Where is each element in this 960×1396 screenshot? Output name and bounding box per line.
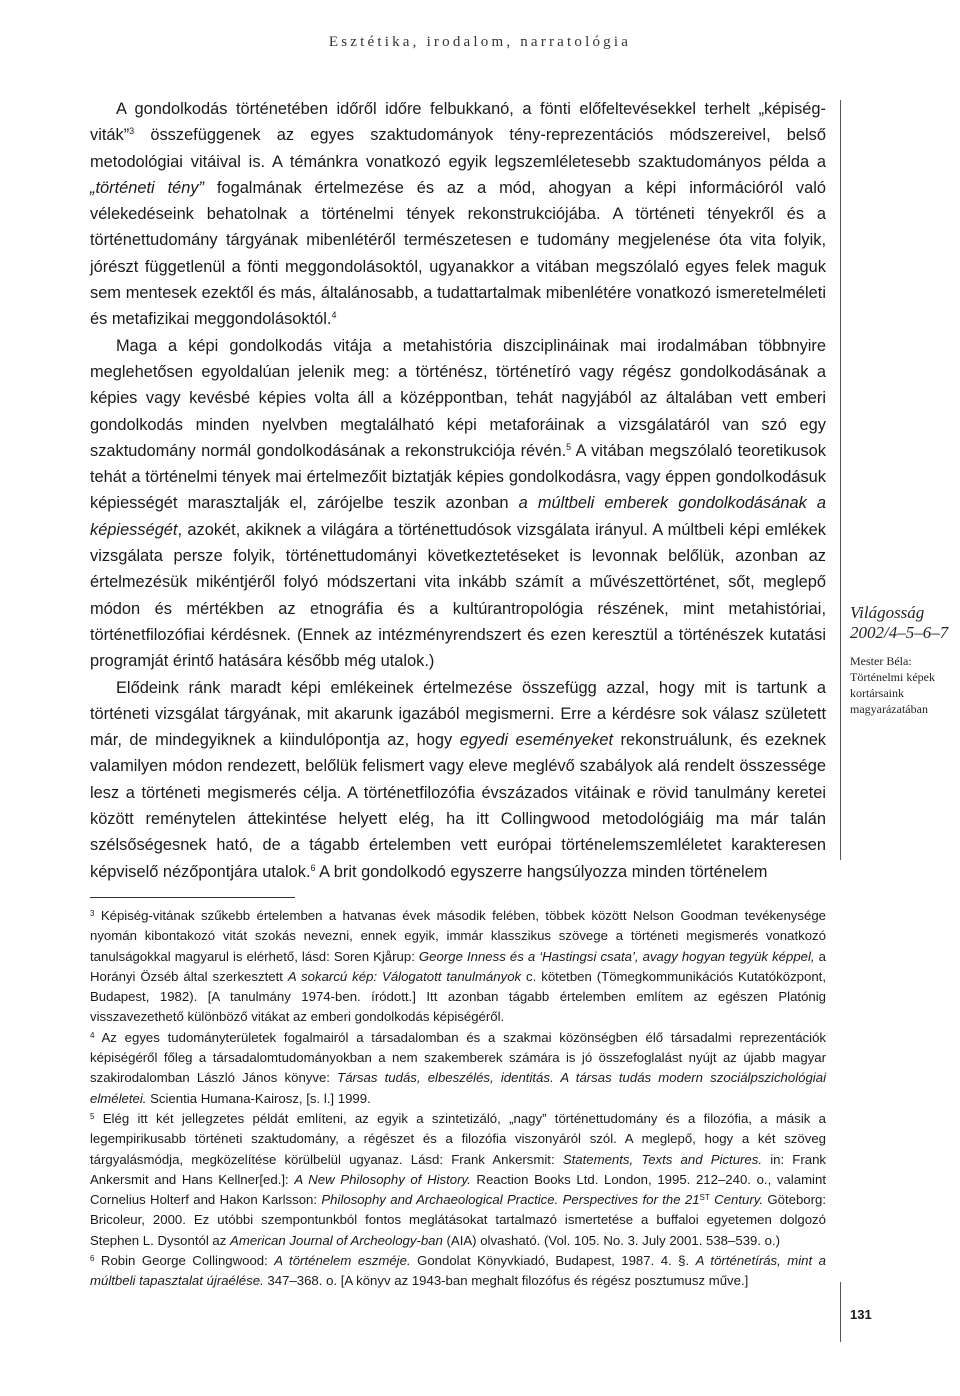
text-run: Scientia Humana-Kairosz, [s. l.] 1999. [146,1090,371,1106]
text-run: 347–368. o. [A könyv az 1943-ban meghalt filozófus és régész posztumusz műve.] [263,1273,749,1289]
margin-sidebar [850,603,960,717]
running-head: Esztétika, irodalom, narratológia [328,34,632,50]
page-number-rule [840,1282,841,1342]
text-run: Reaction Books Ltd. London, 1995. 212–240. o., valamint Cornelius Holterf and Hakon Karlsson: [90,1171,826,1208]
footnote-3 [90,906,826,1028]
italic-run: American Journal of Archeology-ban [230,1232,443,1248]
footnote-number: 4 [90,1030,95,1040]
text-run: rekonstruálunk, és ezeknek valamilyen módon rendezett, belőlük felismert vagy eleve meglévő szabályok alá rendelt összessége lesz a történeti megismerés célja. A történetfilozófia évszázados vitáinak e rövid tanulmány keretei között reménytelen áttekintése helyett elég, ha itt Collingwood metodológiáig ma már talán szélsőségesnek ható, de a tágabb értelemben vett európai történelemszemléletet karakteresen képviselő nézőpontjára utalok. [90,731,827,881]
paragraph-1 [90,96,826,333]
text-run: c. kötetben (Tömegkommunikációs Kutatóközpont, Budapest, 1982). [A tanulmány 1974-ben. íródott.] Itt azonban tágabb értelemben említem az egészen Platónig visszavezethető különböző vitákat az emberi gondolkodás képiségéről. [90,968,826,1025]
footnote-ref-6[interactable]: 6 [310,862,316,873]
text-run: Elég itt két jellegzetes példát említeni, az egyik a szintetizáló, „nagy” történettudomány és a filozófia, a másik a legempirikusabb történeti szaktudomány, a régészet és a filozófia viszonyáról szól. A meglepő, hogy a két szöveg tárgyalásmódja, megközelítése körülbelül ugyanaz. Lásd: Frank Ankersmit: [90,1110,826,1167]
ordinal-suffix: ST [699,1193,710,1203]
journal-issue: 2002/4–5–6–7 [850,623,949,642]
italic-run: Century. [709,1192,763,1208]
text-run: Göteborg: Bricoleur, 2000. Ez utóbbi szempontunkból fontos meglátásokat tartalmazó ismertetése a buffaloi egyetemen dolgozó Stephen L. Dysontól az [90,1192,826,1248]
journal-title: Világosság [850,603,925,622]
text-run: Elődeink ránk maradt képi emlékeinek értelmezése összefügg azzal, hogy mit is tartunk a történeti vizsgálat tárgyának, mit akarunk igazából megismerni. Erre a kérdésre sok válasz született már, de mindegyiknek a kiindulópontja az, hogy [90,678,826,750]
article-author: Mester Béla: [850,654,912,668]
footnote-number: 5 [90,1111,95,1121]
italic-run: „történeti tény” [90,178,205,197]
text-run: összefüggenek az egyes szaktudományok tény-reprezentációs módszereivel, belső metodológiai vitáival is. A témánkra vonatkozó egyik legszemléletesebb szaktudományos példa a [90,126,826,171]
text-run: (AIA) olvasható. (Vol. 105. No. 3. July 2001. 538–539. o.) [442,1232,781,1248]
italic-run: a múltbeli emberek gondolkodásának a képiességét [90,494,826,539]
margin-rule [840,100,841,860]
footnote-number: 6 [90,1254,95,1264]
paragraph-2 [90,333,826,675]
text-run: fogalmának értelmezése és az a mód, ahogyan a képi információról való vélekedéseink behatolnak a történelmi tények rekonstrukciójába. A történeti tényekről és a történettudomány tárgyának mibenlétéről természetesen e tudomány megjelenése óta vita folyik, jórészt függetlenül a fönti meggondolásoktól, ugyanakkor a vitában megszólaló egyes felek maguk sem mentesek ezektől és más, általánosabb, a tudattartalmak mibenlétére vonatkozó ismeretelméleti és metafizikai meggondolásoktól. [90,178,826,329]
text-run: in: Frank Ankersmit and Hans Kellner[ed.]: [90,1151,827,1187]
italic-run: egyedi eseményeket [459,731,614,750]
text-run: Robin George Collingwood: [94,1253,275,1269]
italic-run: A történelem eszméje. [274,1253,411,1269]
footnote-6 [90,1251,826,1292]
text-run: a Horányi Özséb által szerkesztett [90,948,826,984]
text-run: A vitában megszólaló teoretikusok tehát a történelmi tények mai értelmezőit biztatják képies gondolkodásra, vagy éppen gondolkodásuk képiességét marasztalják el, zárójelbe teszik azonban [90,441,826,513]
page-number: 131 [850,1307,872,1322]
italic-run: A történetírás, mint a múltbeli tapasztalat újraélése. [90,1253,826,1289]
text-run: Képiség-vitának szűkebb értelemben a hatvanas évek második felében, többek között Nelson Goodman tevékenysége nyomán kibontakozó vitát szokás nevezni, ennek egyik, immár klasszikus szövege a történeti megismerés vonatkozó tanulságokkal magyarul is elérhető, lásd: Soren Kjårup: [90,908,826,964]
italic-run: Statements, Texts and Pictures. [562,1151,763,1167]
text-run: A gondolkodás történetében időről időre felbukkanó, a fönti előfeltevésekkel terhelt „képiség-viták” [90,100,826,145]
footnote-ref-3[interactable]: 3 [129,126,135,137]
footnote-4 [90,1028,826,1109]
italic-run: A New Philosophy of History. [294,1171,471,1187]
text-run: Gondolat Könyvkiadó, Budapest, 1987. 4. §. [410,1253,696,1269]
footnote-ref-5[interactable]: 5 [566,441,572,452]
italic-run: George Inness és a ‘Hastingsi csata’, avagy hogyan tegyük képpel, [418,948,815,964]
footnote-5 [90,1109,826,1251]
text-run: Az egyes tudományterületek fogalmairól a társadalomban és a szakmai közönségben élő társadalmi reprezentációk képiségéről főleg a társadalomtudományokban a nem szakemberek számára is jó összefoglalást nyújt az újabb magyar szakirodalomban László János könyve: [90,1029,826,1086]
footnotes [90,906,826,1292]
italic-run: Philosophy and Archaeological Practice. Perspectives for the 21 [321,1192,700,1208]
article-title: Történelmi képek kortársaink magyarázatában [850,670,935,716]
italic-run: A sokarcú kép: Válogatott tanulmányok [287,968,522,984]
paragraph-3 [90,675,826,885]
footnote-ref-4[interactable]: 4 [331,310,337,321]
footnote-number: 3 [90,909,95,918]
text-run: Maga a képi gondolkodás vitája a metahistória diszciplináinak mai irodalmában többnyire meglehetősen egyoldalúan jelenik meg: a történész, történetíró vagy régész gondolkodásának a képies vagy kevésbé képies volta áll a középpontban, tehát nagyjából az általában vett emberi gondolkodás minden nyelvben megtalálható képi metaforáinak a vizsgálatáról van szó egy szaktudomány normál gondolkodásának a rekonstrukciója révén. [90,336,826,460]
text-run: , azokét, akiknek a világára a történettudósok vizsgálata irányul. A múltbeli képi emlékek vizsgálata persze folyik, történettudományi következtetéseket is levonnak belőlük, azonban az értelmezésük mikéntjéről folyó módszertani vita inkább számít a művészettörténet, sőt, meglepő módon és mértékben az etnográfia és a kultúrantropológia részének, mint metahistóriai, történetfilozófiai kérdésnek. (Ennek az intézményrendszert és ezen keresztül a történészek kutatási programját érintő hatására később még utalok.) [90,520,826,671]
text-run: A brit gondolkodó egyszerre hangsúlyozza minden történelem [315,862,768,881]
footnote-rule [90,897,295,898]
main-text [90,96,826,885]
italic-run: Társas tudás, elbeszélés, identitás. A társas tudás modern szociálpszichológiai elméletei. [90,1070,826,1106]
